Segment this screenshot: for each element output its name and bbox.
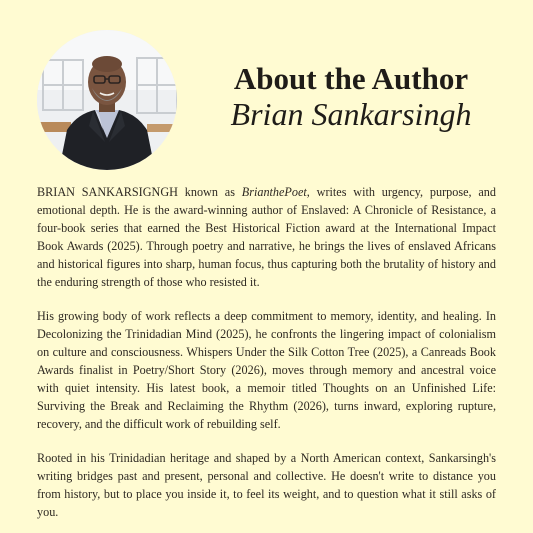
bio-paragraph-1: [37, 183, 496, 291]
bio-paragraph-2: His growing body of work reflects a deep commitment to memory, identity, and healing. In Decolonizing the Trinidadian Mind (2025), he confronts the lingering impact of colonialism on culture and consciousness. Whispers Under the Silk Cotton Tree (2025), a Canreads Book Awards finalist in Poetry/Short Story (2026), moves through memory and ancestral voice with quiet intensity. His latest book, a memoir titled Thoughts on an Unfinished Life: Surviving the Break and Reclaiming the Rhythm (2026), turns inward, exploring rupture, recovery, and the difficult work of rebuilding self.: [37, 309, 496, 431]
pen-name: BrianthePoet: [241, 185, 307, 199]
author-photo: [37, 30, 177, 170]
author-portrait-icon: [37, 30, 177, 170]
title-block: [196, 62, 506, 132]
author-name: Brian Sankarsingh: [230, 96, 472, 132]
bio-lead: BRIAN SANKARSIGNGH known as: [37, 185, 242, 199]
author-bio: [37, 183, 496, 521]
header: [0, 0, 533, 180]
bio-rest: , writes with urgency, purpose, and emotional depth. He is the award-winning author of Enslaved: A Chronicle of Resistance, a four-book series that earned the Best Historical Fiction award at the International Impact Book Awards (2025). Through poetry and narrative, he brings the lives of enslaved Africans and historical figures into sharp, human focus, thus capturing both the brutality of history and the enduring strength of those who resisted it.: [37, 185, 496, 289]
bio-paragraph-3: Rooted in his Trinidadian heritage and shaped by a North American context, Sankarsingh's writing bridges past and present, personal and collective. He doesn't write to distance you from history, but to place you inside it, to feel its weight, and to question what it still asks of you.: [37, 451, 496, 519]
page-title: About the Author: [233, 61, 469, 96]
